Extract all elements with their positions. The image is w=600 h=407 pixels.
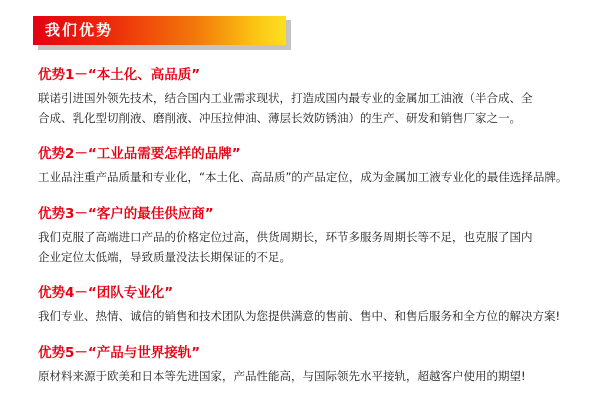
- advantage-2-line-1: 工业品注重产品质量和专业化，“本土化、高品质”的产品定位，成为金属加工液专业化的最佳选择品牌。: [38, 170, 568, 184]
- advantage-5-title: 优势5－“产品与世界接轨”: [38, 345, 201, 361]
- advantage-4: [38, 284, 590, 326]
- advantage-1-line-2: 合成、乳化型切削液、磨削液、冲压拉伸油、薄层长效防锈油）的生产、研发和销售厂家之一。: [38, 111, 521, 125]
- advantage-3-title: 优势3－“客户的最佳供应商”: [38, 206, 214, 222]
- page-title: 我们优势: [45, 21, 114, 39]
- advantage-2: [38, 145, 590, 187]
- advantage-3-line-2: 企业定位太低端，导致质量没法长期保证的不足。: [38, 250, 291, 264]
- advantage-5-body: [38, 366, 590, 386]
- advantage-3-line-1: 我们克服了高端进口产品的价格定位过高，供货周期长，环节多服务周期长等不足，也克服了国内: [38, 230, 533, 244]
- advantage-1-title: 优势1－“本土化、高品质”: [38, 67, 201, 83]
- advantage-1-line-1: 联诺引进国外领先技术，结合国内工业需求现状，打造成国内最专业的金属加工油液（半合成、全: [38, 91, 533, 105]
- advantage-2-body: [38, 167, 590, 187]
- advantage-3-body: [38, 227, 590, 267]
- advantage-4-title: 优势4－“团队专业化”: [38, 285, 174, 301]
- advantage-4-body: [38, 306, 590, 326]
- header-banner: [33, 16, 286, 45]
- advantage-3: [38, 205, 590, 267]
- advantage-5-line-1: 原材料来源于欧美和日本等先进国家，产品性能高，与国际领先水平接轨，超越客户使用的期望!: [38, 369, 526, 383]
- advantage-1: [38, 66, 590, 128]
- advantage-5: [38, 344, 590, 386]
- advantage-4-line-1: 我们专业、热情、诚信的销售和技术团队为您提供满意的售前、售中、和售后服务和全方位的解决方案!: [38, 309, 561, 323]
- advantage-2-title: 优势2－“工业品需要怎样的品牌”: [38, 146, 241, 162]
- advantage-1-body: [38, 88, 590, 128]
